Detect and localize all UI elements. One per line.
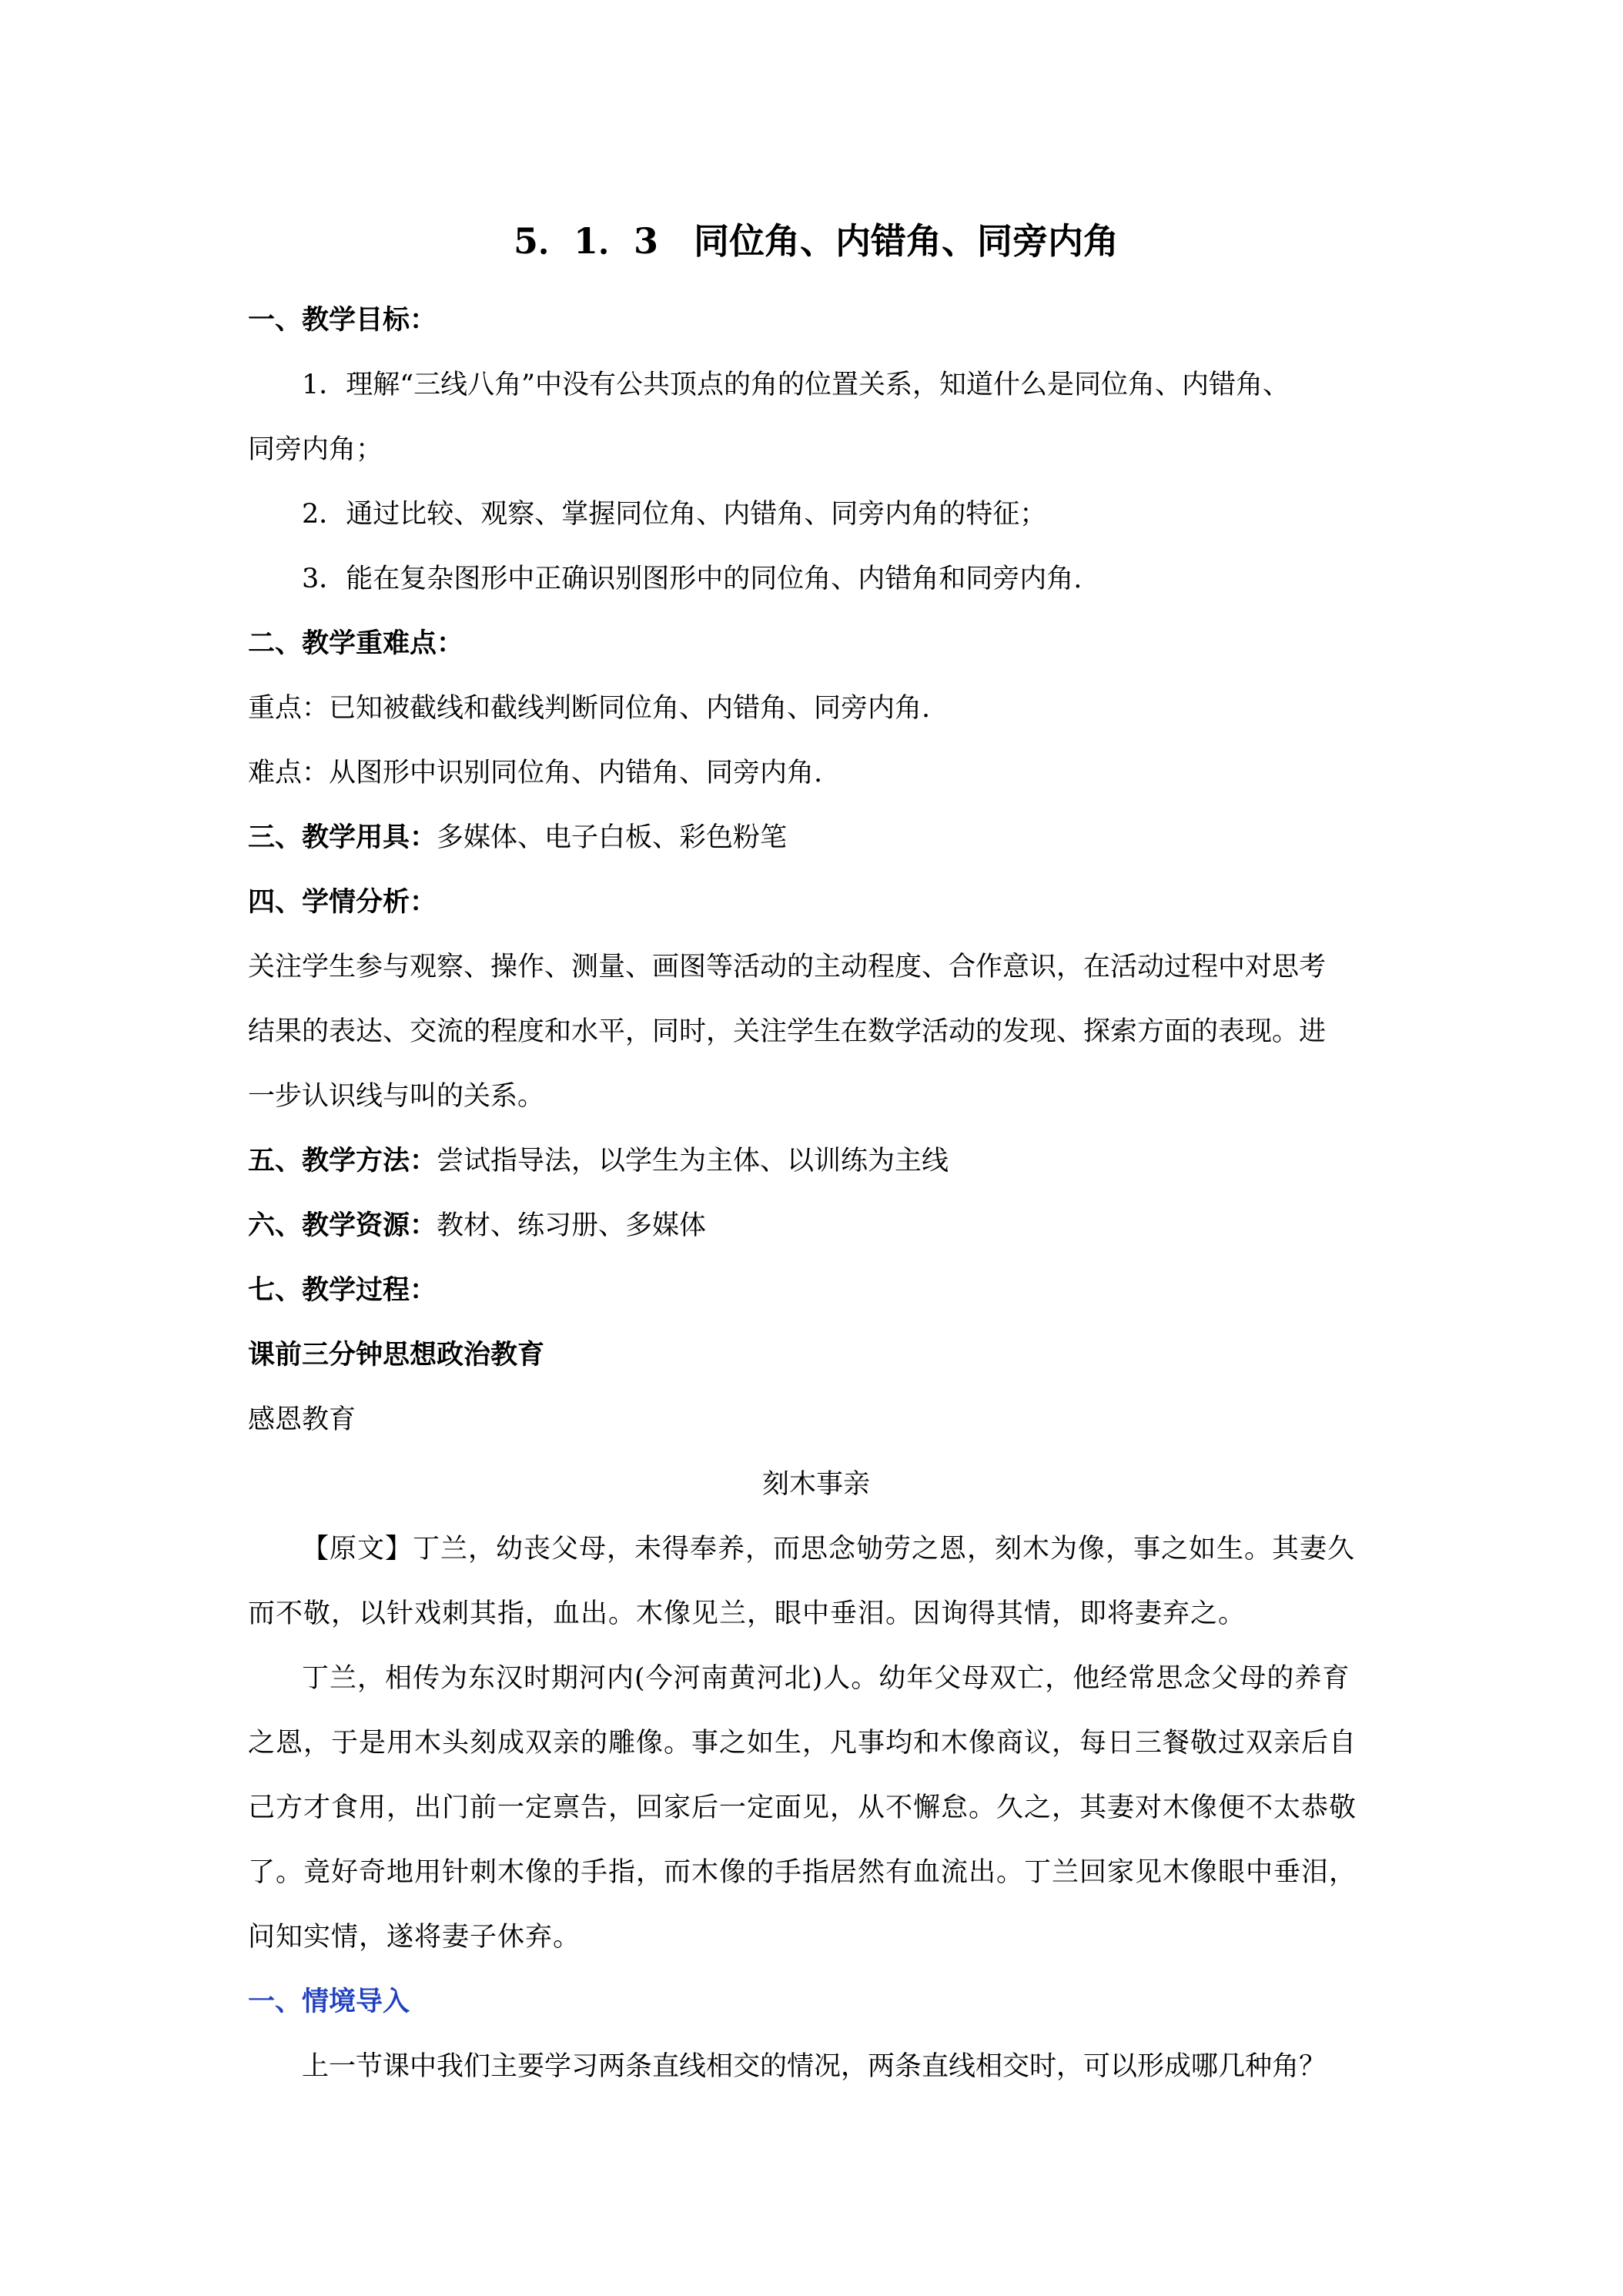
goal-2: 2．通过比较、观察、掌握同位角、内错角、同旁内角的特征； xyxy=(302,499,1047,530)
story-translation-line-3: 己方才食用，出门前一定禀告，回家后一定面见，从不懈怠。久之，其妻对木像便不太恭敬 xyxy=(248,1792,1357,1823)
tools-label: 三、教学用具： xyxy=(248,822,437,853)
resource-label: 六、教学资源： xyxy=(248,1210,437,1241)
story-translation-line-1: 丁兰，相传为东汉时期河内(今河南黄河北)人。幼年父母双亡，他经常思念父母的养育 xyxy=(302,1663,1350,1694)
story-original-line-2: 而不敬，以针戏刺其指，血出。木像见兰，眼中垂泪。因询得其情，即将妻弃之。 xyxy=(248,1598,1247,1629)
page-title: 5．1．3 同位角、内错角、同旁内角 xyxy=(513,220,1119,262)
story-original-line-1: 【原文】丁兰，幼丧父母，未得奉养，而思念劬劳之恩，刻木为像，事之如生。其妻久 xyxy=(302,1534,1356,1565)
moral-subheading: 感恩教育 xyxy=(248,1404,356,1435)
story-translation-line-4: 了。竟好奇地用针刺木像的手指，而木像的手指居然有血流出。丁兰回家见木像眼中垂泪， xyxy=(248,1857,1357,1888)
story-title: 刻木事亲 xyxy=(761,1469,870,1500)
method-row xyxy=(248,1129,1384,1193)
document-content xyxy=(248,206,1384,2099)
analysis-line-2: 结果的表达、交流的程度和水平，同时，关注学生在数学活动的发现、探索方面的表现。进 xyxy=(248,1016,1327,1047)
resource-value: 教材、练习册、多媒体 xyxy=(437,1210,707,1241)
goal-1-line-1: 1．理解“三线八角”中没有公共顶点的角的位置关系，知道什么是同位角、内错角、 xyxy=(302,370,1290,400)
difficult-point: 难点：从图形中识别同位角、内错角、同旁内角. xyxy=(248,758,823,788)
analysis-line-3: 一步认识线与叫的关系。 xyxy=(248,1081,545,1112)
story-translation-line-2: 之恩，于是用木头刻成双亲的雕像。事之如生，凡事均和木像商议，每日三餐敬过双亲后自 xyxy=(248,1728,1357,1759)
tools-value: 多媒体、电子白板、彩色粉笔 xyxy=(437,822,788,853)
method-label: 五、教学方法： xyxy=(248,1145,437,1176)
goal-3: 3．能在复杂图形中正确识别图形中的同位角、内错角和同旁内角. xyxy=(302,564,1083,594)
process-heading: 七、教学过程： xyxy=(248,1274,437,1306)
story-translation-line-5: 问知实情，遂将妻子休弃。 xyxy=(248,1922,581,1953)
analysis-line-1: 关注学生参与观察、操作、测量、画图等活动的主动程度、合作意识，在活动过程中对思考 xyxy=(248,952,1327,982)
tools-row xyxy=(248,805,1384,870)
intro-line-1: 上一节课中我们主要学习两条直线相交的情况，两条直线相交时，可以形成哪几种角？ xyxy=(302,2051,1327,2082)
method-value: 尝试指导法，以学生为主体、以训练为主线 xyxy=(437,1146,949,1176)
key-point: 重点：已知被截线和截线判断同位角、内错角、同旁内角. xyxy=(248,693,931,724)
moral-heading: 课前三分钟思想政治教育 xyxy=(248,1339,545,1371)
goals-heading: 一、教学目标： xyxy=(248,304,437,336)
goal-1-line-2: 同旁内角； xyxy=(248,434,383,465)
resource-row xyxy=(248,1193,1384,1258)
key-heading: 二、教学重难点： xyxy=(248,628,464,659)
analysis-heading: 四、学情分析： xyxy=(248,886,437,918)
intro-heading: 一、情境导入 xyxy=(248,1986,410,2017)
